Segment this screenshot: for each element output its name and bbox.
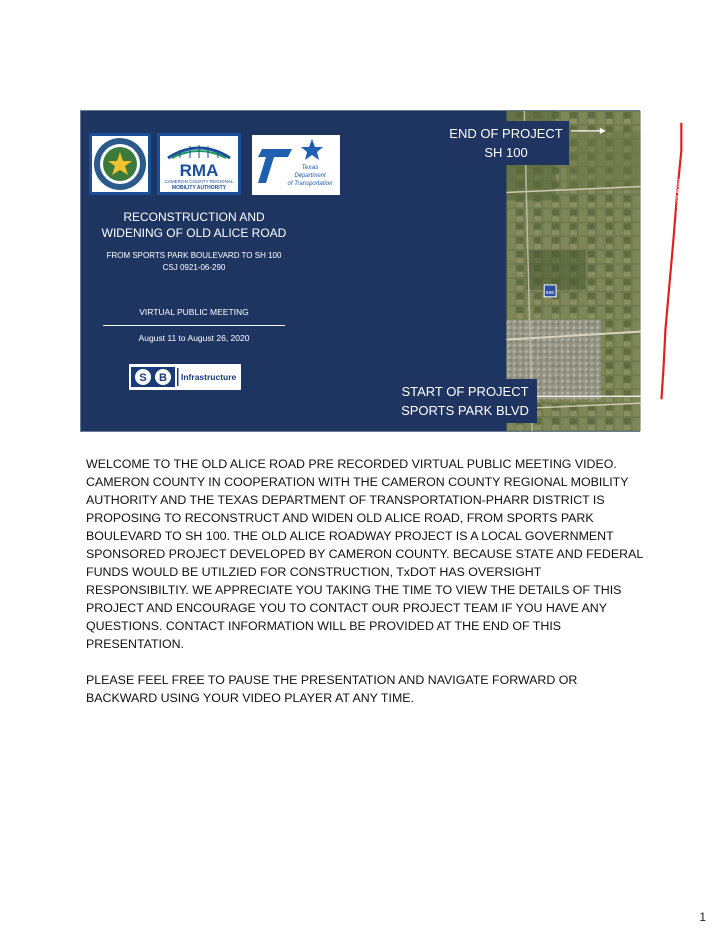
rma-subtitle-2: MOBILITY AUTHORITY [171, 185, 227, 191]
project-limits: FROM SPORTS PARK BOULEVARD TO SH 100 [106, 251, 282, 260]
meeting-type: VIRTUAL PUBLIC MEETING [139, 307, 249, 317]
start-of-project-callout [393, 379, 537, 423]
rma-bridge-icon [160, 136, 238, 192]
divider-line [103, 325, 285, 326]
seal-icon [92, 136, 148, 192]
cameron-county-seal-logo [89, 133, 151, 195]
rma-letters: RMA [179, 161, 219, 180]
sb-infrastructure-logo [129, 364, 241, 390]
csj-number: CSJ 0921-06-290 [162, 263, 226, 272]
slide-title [81, 209, 307, 241]
road-label-top: OLD ALICE ROAD [676, 179, 682, 221]
svg-text:S: S [139, 372, 147, 384]
notes-paragraph-2: PLEASE FEEL FREE TO PAUSE THE PRESENTATION AND NAVIGATE FORWARD OR BACKWARD USING YOUR VIDEO PLAYER AT ANY TIME. [86, 673, 578, 705]
road-label-bottom: OLD ALICE ROAD [651, 340, 657, 382]
page-number: 1 [699, 910, 706, 924]
txdot-line1: Texas [301, 164, 319, 171]
speaker-notes [86, 455, 646, 725]
highway-shield-label: 69E [545, 290, 555, 296]
slide-thumbnail [80, 110, 682, 432]
slide-subtitle [81, 250, 307, 274]
sb-label: Infrastructure [181, 372, 237, 382]
svg-text:B: B [159, 372, 167, 384]
meeting-dates: August 11 to August 26, 2020 [138, 333, 250, 343]
rma-subtitle-1: CAMERON COUNTY REGIONAL [164, 179, 234, 184]
txdot-line3: of Transportation [287, 181, 333, 187]
notes-paragraph-1: WELCOME TO THE OLD ALICE ROAD PRE RECORDED VIRTUAL PUBLIC MEETING VIDEO. CAMERON COUNTY IN COOPERATION WITH THE CAMERON COUNTY REGIONAL MOBILITY AUTHORITY AND THE TEXAS DEPARTMENT OF TRANSPORTATION-PHARR DISTRICT IS PROPOSING TO RECONSTRUCT AND WIDEN OLD ALICE ROAD, FROM SPORTS PARK BOULEVARD TO SH 100. THE OLD ALICE ROADWAY PROJECT IS A LOCAL GOVERNMENT SPONSORED PROJECT DEVELOPED BY CAMERON COUNTY. BECAUSE STATE AND FEDERAL FUNDS WOULD BE UTILZIED FOR CONSTRUCTION, TxDOT HAS OVERSIGHT RESPONSIBILTIY. WE APPRECIATE YOU TAKING THE TIME TO VIEW THE DETAILS OF THIS PROJECT AND ENCOURAGE YOU TO CONTACT OUR PROJECT TEAM IF YOU HAVE ANY QUESTIONS. CONTACT INFORMATION WILL BE PROVIDED AT THE END OF THIS PRESENTATION. [86, 457, 643, 651]
end-callout-line2: SH 100 [484, 145, 528, 160]
end-callout-line1: END OF PROJECT [449, 126, 563, 141]
sb-icon [129, 364, 241, 390]
start-callout-line1: START OF PROJECT [401, 384, 529, 399]
title-line-1: RECONSTRUCTION AND [123, 210, 265, 224]
txdot-star-icon [252, 135, 340, 195]
txdot-line2: Department [294, 173, 326, 179]
txdot-logo [252, 135, 340, 195]
start-callout-line2: SPORTS PARK BLVD [401, 403, 529, 418]
rma-logo [157, 133, 241, 195]
end-of-project-callout [443, 121, 569, 165]
title-line-2: WIDENING OF OLD ALICE ROAD [101, 226, 287, 240]
